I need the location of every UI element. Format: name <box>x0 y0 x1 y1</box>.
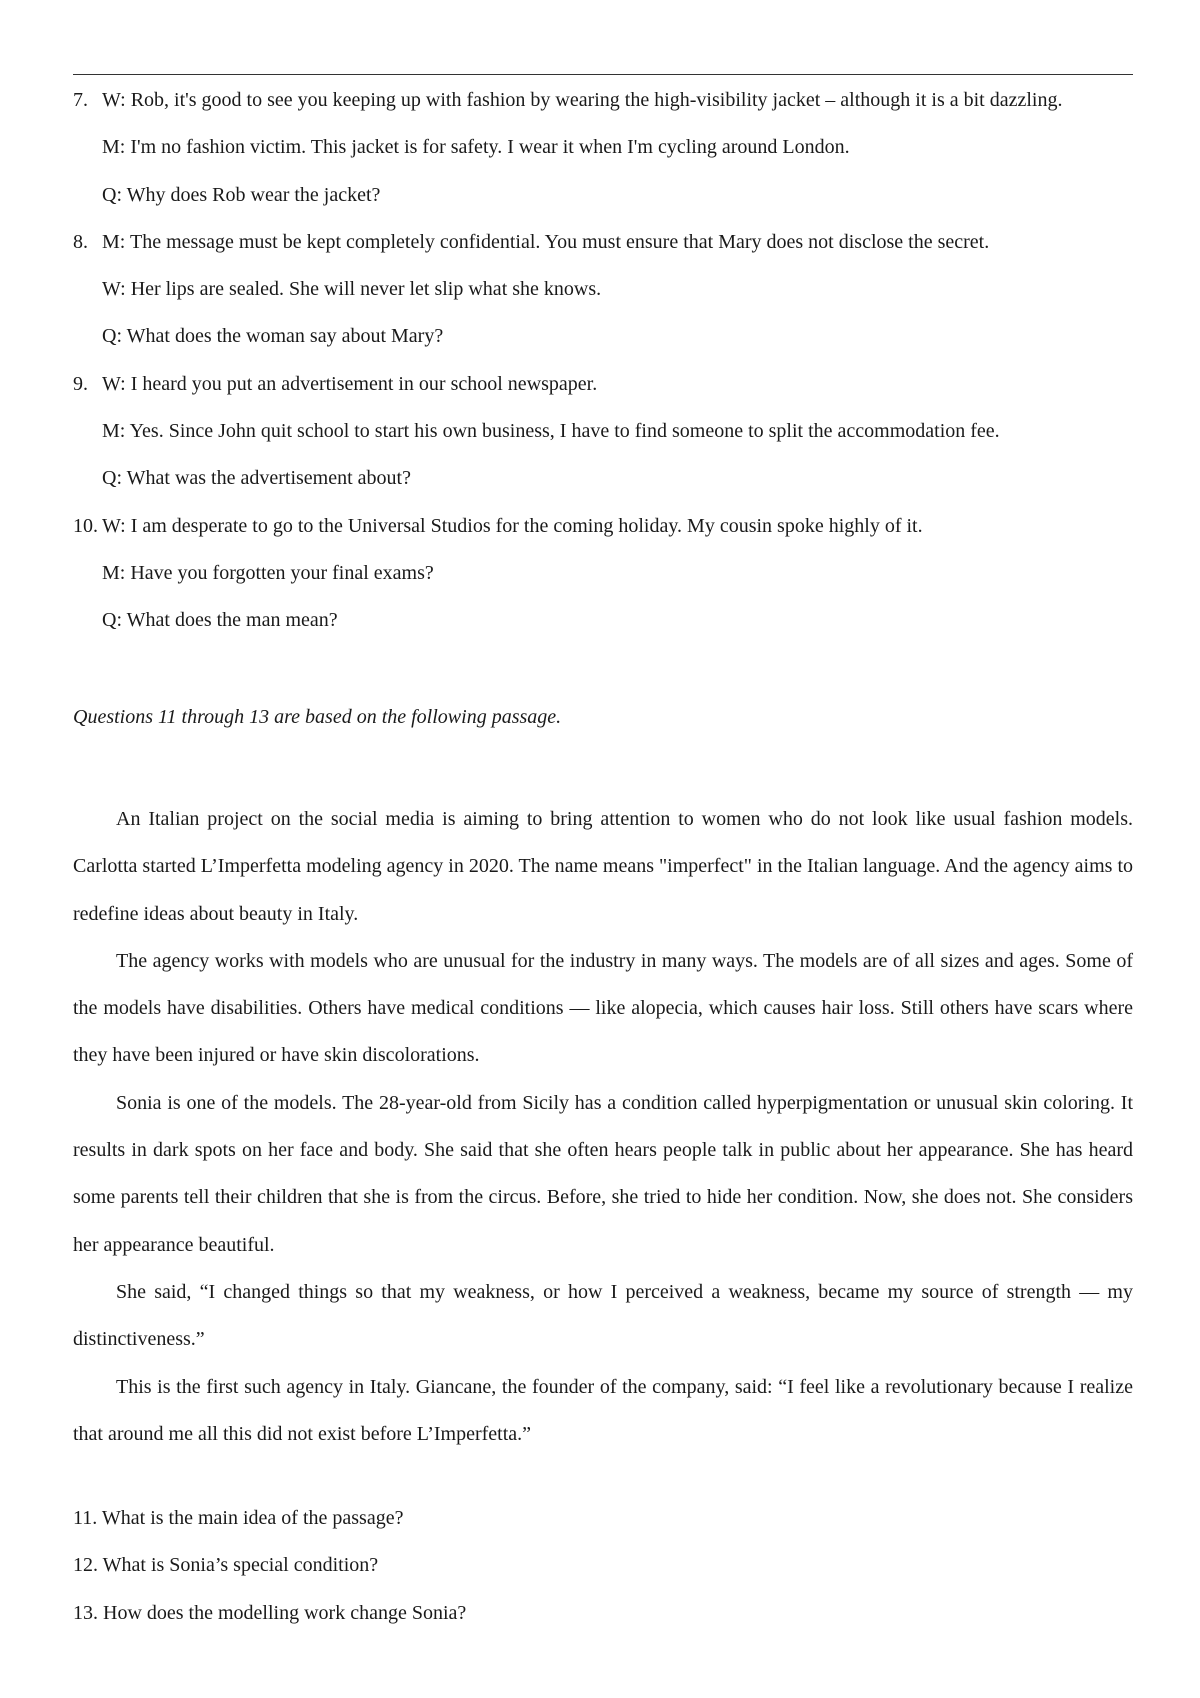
dialogue-line: M: Have you forgotten your final exams? <box>102 561 434 584</box>
dialogue-number: 10. <box>73 514 98 537</box>
dialogue-question: Q: What does the woman say about Mary? <box>102 325 444 348</box>
passage-paragraph: She said, “I changed things so that my weakness, or how I perceived a weakness, became my source of strength — my distinctiveness.” <box>73 1280 1133 1351</box>
question-item: 11. What is the main idea of the passage? <box>73 1507 404 1529</box>
question-item: 13. How does the modelling work change Sonia? <box>73 1601 467 1624</box>
dialogue-question: Q: What was the advertisement about? <box>102 467 411 490</box>
question-item: 12. What is Sonia’s special condition? <box>73 1554 379 1577</box>
passage-paragraph: This is the first such agency in Italy. Giancane, the founder of the company, said: “I feel like a revolutionary because I realize that around me all this did not exist before L’Imperfetta.” <box>73 1375 1133 1445</box>
dialogue-number: 9. <box>73 372 88 395</box>
dialogue-number: 7. <box>73 89 88 111</box>
dialogue-line <box>73 227 1143 274</box>
dialogue-section <box>73 85 1143 653</box>
dialogue-question: Q: What does the man mean? <box>102 609 338 632</box>
dialogue-line <box>73 85 1143 132</box>
passage-paragraph: The agency works with models who are unusual for the industry in many ways. The models are of all sizes and ages. Some of the models have disabilities. Others have medical conditions — like alopecia, which causes hair loss. Still others have scars where they have been injured or have skin discolorations. <box>73 949 1133 1067</box>
passage <box>73 796 1133 1458</box>
dialogue-line: M: I'm no fashion victim. This jacket is for safety. I wear it when I'm cycling around London. <box>102 136 850 159</box>
dialogue-question: Q: Why does Rob wear the jacket? <box>102 183 381 206</box>
dialogue-text: M: The message must be kept completely confidential. You must ensure that Mary does not disclose the secret. <box>102 230 990 253</box>
dialogue-number: 8. <box>73 230 88 253</box>
passage-heading: Questions 11 through 13 are based on the following passage. <box>73 706 562 728</box>
dialogue-text: W: Rob, it's good to see you keeping up with fashion by wearing the high-visibility jacket – although it is a bit dazzling. <box>102 89 1063 111</box>
passage-paragraph: Sonia is one of the models. The 28-year-old from Sicily has a condition called hyperpigmentation or unusual skin coloring. It results in dark spots on her face and body. She said that she often hears people talk in public about her appearance. She has heard some parents tell their children that she is from the circus. Before, she tried to hide her condition. Now, she does not. She considers her appearance beautiful. <box>73 1091 1133 1256</box>
dialogue-text: W: I am desperate to go to the Universal Studios for the coming holiday. My cousin spoke highly of it. <box>102 514 923 537</box>
dialogue-line: W: Her lips are sealed. She will never let slip what she knows. <box>102 278 602 301</box>
dialogue-line <box>73 369 1143 416</box>
passage-paragraph: An Italian project on the social media is aiming to bring attention to women who do not look like usual fashion models. Carlotta started L’Imperfetta modeling agency in 2020. The name means "imperfect" in the Italian language. And the agency aims to redefine ideas about beauty in Italy. <box>73 808 1133 925</box>
top-rule <box>73 74 1133 75</box>
question-list <box>73 1503 1133 1645</box>
dialogue-line <box>73 511 1143 558</box>
dialogue-text: W: I heard you put an advertisement in our school newspaper. <box>102 372 598 395</box>
dialogue-line: M: Yes. Since John quit school to start his own business, I have to find someone to split the accommodation fee. <box>102 420 1000 443</box>
